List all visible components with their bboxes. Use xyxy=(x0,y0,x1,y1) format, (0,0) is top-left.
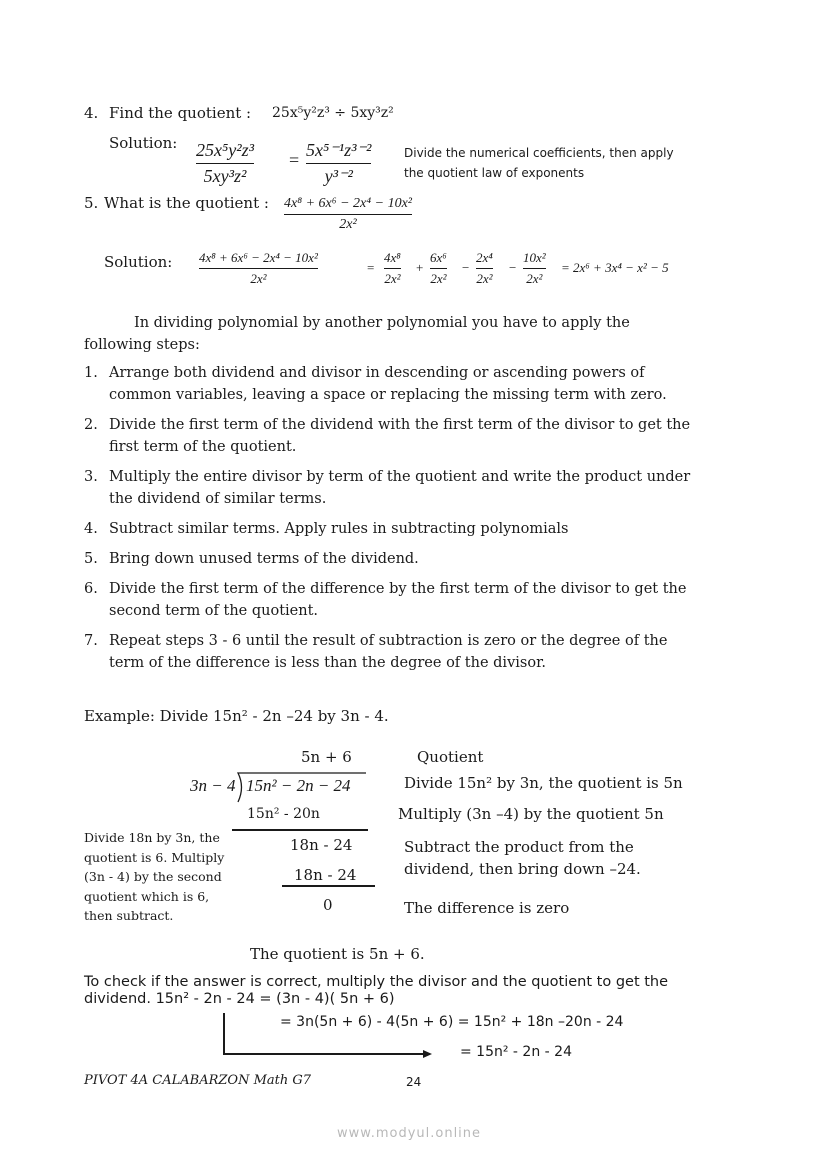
item5-term1 xyxy=(384,250,401,287)
step-number: 7. xyxy=(84,633,98,649)
item5-term4-den: 2x² xyxy=(526,271,543,286)
item4-note: Divide the numerical coefficients, then apply the quotient law of exponents xyxy=(404,146,674,180)
item5-q-numerator: 4x⁸ + 6x⁶ − 2x⁴ − 10x² xyxy=(284,196,412,211)
step-number: 2. xyxy=(84,417,98,433)
step-text: Repeat steps 3 - 6 until the result of subtraction is zero or the degree of the term of the difference is less than the degree of the divisor. xyxy=(109,633,668,671)
item4-rhs-fraction xyxy=(306,140,371,187)
division-row4: 0 xyxy=(323,896,333,914)
step-item xyxy=(84,578,699,622)
subtraction-line-1 xyxy=(232,829,368,831)
step-number: 4. xyxy=(84,521,98,537)
item5-term1-num: 4x⁸ xyxy=(384,250,401,265)
item4-lhs-denominator: 5xy³z² xyxy=(203,166,247,186)
item4-rhs-denominator: y³⁻² xyxy=(324,166,353,186)
item4-lhs-numerator: 25x⁵y²z³ xyxy=(196,140,255,160)
division-side-note: Divide 18n by 3n, the quotient is 6. Multiply (3n - 4) by the second quotient which is 6, then subtract. xyxy=(84,830,225,923)
step-item xyxy=(84,630,699,674)
division-divisor: 3n − 4 xyxy=(190,776,236,795)
division-conclusion: The quotient is 5n + 6. xyxy=(250,945,425,963)
division-row3: 18n - 24 xyxy=(294,866,357,884)
item5-minus2: − xyxy=(509,260,517,275)
item4-solution-label: Solution: xyxy=(109,134,178,152)
step-text: Subtract similar terms. Apply rules in subtracting polynomials xyxy=(109,521,569,537)
item4-equals: = xyxy=(289,150,300,170)
item5-q-denominator: 2x² xyxy=(339,217,357,232)
item5-s-numerator: 4x⁸ + 6x⁶ − 2x⁴ − 10x² xyxy=(199,250,318,265)
item5-equals: = xyxy=(367,260,375,275)
step-text: Multiply the entire divisor by term of the quotient and write the product under the dividend of similar terms. xyxy=(109,469,691,507)
item5-solution-label: Solution: xyxy=(104,253,173,271)
item5-term2-den: 2x² xyxy=(430,271,447,286)
step-text: Bring down unused terms of the dividend. xyxy=(109,551,419,567)
item5-term3-den: 2x² xyxy=(476,271,493,286)
item4-number: 4. xyxy=(84,104,99,122)
item5-question-fraction xyxy=(284,196,412,233)
step-number: 3. xyxy=(84,469,98,485)
step-number: 6. xyxy=(84,581,98,597)
division-note-quotient: Quotient xyxy=(417,748,484,766)
division-dividend: 15n² − 2n − 24 xyxy=(246,776,351,795)
steps-list xyxy=(84,362,699,682)
step-item xyxy=(84,362,699,406)
step-item xyxy=(84,414,699,458)
item5-term3 xyxy=(476,250,493,287)
example-heading: Example: Divide 15n² - 2n –24 by 3n - 4. xyxy=(84,707,389,725)
item5-term2-num: 6x⁶ xyxy=(430,250,447,265)
step-number: 5. xyxy=(84,551,98,567)
step-text: Arrange both dividend and divisor in descending or ascending powers of common variables, leaving a space or replacing the missing term with zero. xyxy=(109,365,667,403)
item5-term3-num: 2x⁴ xyxy=(476,250,493,265)
page-number: 24 xyxy=(406,1075,422,1089)
check-intro: To check if the answer is correct, multiply the divisor and the quotient to get the dividend. 15n² - 2n - 24 = (3n - 4)( 5n + 6) xyxy=(84,974,669,1007)
division-note-subtract: Subtract the product from the dividend, then bring down –24. xyxy=(404,838,641,878)
subtraction-line-2 xyxy=(282,885,375,887)
steps-intro: In dividing polynomial by another polynomial you have to apply the following steps: xyxy=(84,315,630,353)
division-note-divide: Divide 15n² by 3n, the quotient is 5n xyxy=(404,774,683,792)
step-item xyxy=(84,518,699,540)
check-arrow xyxy=(220,1012,436,1060)
item5-result: = 2x⁶ + 3x⁴ − x² − 5 xyxy=(561,260,669,275)
item5-plus: + xyxy=(416,260,424,275)
division-note-multiply: Multiply (3n –4) by the quotient 5n xyxy=(398,805,664,823)
step-item xyxy=(84,548,699,570)
item4-question: Find the quotient : xyxy=(109,104,252,122)
item5-term4 xyxy=(523,250,546,287)
division-row1: 15n² - 20n xyxy=(247,806,320,822)
division-row2: 18n - 24 xyxy=(290,836,353,854)
division-quotient: 5n + 6 xyxy=(301,748,352,766)
item5-question: What is the quotient : xyxy=(104,194,269,212)
division-note-zero: The difference is zero xyxy=(404,899,570,917)
item4-rhs-numerator: 5x⁵⁻¹z³⁻² xyxy=(306,140,372,160)
step-item xyxy=(84,466,699,510)
item4-expression: 25x⁵y²z³ ÷ 5xy³z² xyxy=(272,105,394,121)
check-line1: = 3n(5n + 6) - 4(5n + 6) = 15n² + 18n –20n - 24 xyxy=(280,1014,624,1030)
footer-title: PIVOT 4A CALABARZON Math G7 xyxy=(84,1073,312,1088)
item5-number: 5. xyxy=(84,194,99,212)
step-text: Divide the first term of the dividend with the first term of the divisor to get the first term of the quotient. xyxy=(109,417,691,455)
item4-lhs-fraction xyxy=(196,140,254,187)
item5-term2 xyxy=(430,250,447,287)
item5-minus1: − xyxy=(462,260,470,275)
item5-term4-num: 10x² xyxy=(523,250,546,265)
item5-term1-den: 2x² xyxy=(384,271,401,286)
item5-s-fraction xyxy=(199,250,318,287)
step-number: 1. xyxy=(84,365,98,381)
watermark: www.modyul.online xyxy=(337,1126,482,1141)
check-line2: = 15n² - 2n - 24 xyxy=(460,1044,572,1060)
item5-s-denominator: 2x² xyxy=(250,271,267,286)
step-text: Divide the first term of the difference by the first term of the divisor to get the second term of the quotient. xyxy=(109,581,687,619)
